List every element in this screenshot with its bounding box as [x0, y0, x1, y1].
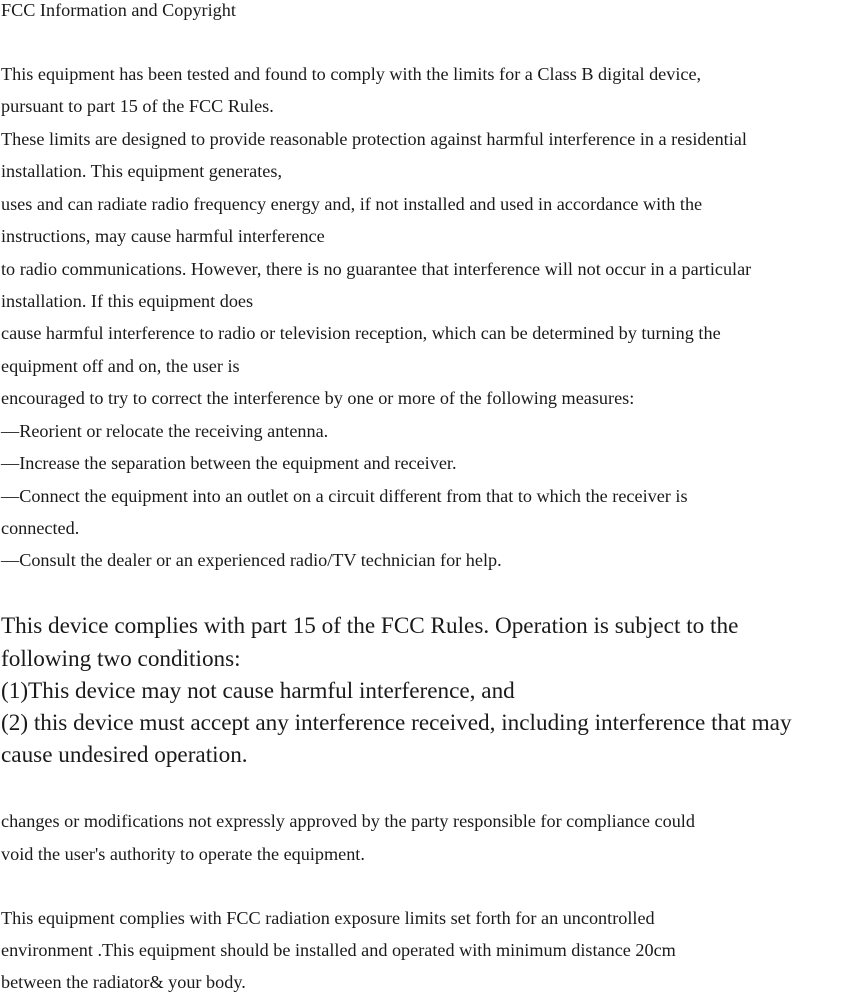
measure-item: —Increase the separation between the equipment and receiver.	[1, 453, 457, 473]
text-line: installation. If this equipment does	[1, 291, 254, 311]
measure-item: —Reorient or relocate the receiving antenna.	[1, 421, 329, 441]
text-line: encouraged to try to correct the interference by one or more of the following measures:	[1, 388, 635, 408]
text-line: void the user's authority to operate the equipment.	[1, 844, 365, 864]
document-title: FCC Information and Copyright	[1, 0, 236, 20]
text-line: This equipment complies with FCC radiation exposure limits set forth for an uncontrolled	[1, 908, 655, 928]
text-line: cause undesired operation.	[1, 742, 248, 768]
text-line: This device complies with part 15 of the FCC Rules. Operation is subject to the	[1, 613, 739, 639]
text-line: connected.	[1, 518, 80, 538]
measure-item: —Connect the equipment into an outlet on a circuit different from that to which the receiver is	[1, 486, 688, 506]
text-line: equipment off and on, the user is	[1, 356, 240, 376]
text-line: installation. This equipment generates,	[1, 161, 283, 181]
text-line: pursuant to part 15 of the FCC Rules.	[1, 96, 274, 116]
text-line: changes or modifications not expressly approved by the party responsible for compliance could	[1, 811, 695, 831]
text-line: cause harmful interference to radio or television reception, which can be determined by turning the	[1, 323, 721, 343]
text-line: uses and can radiate radio frequency energy and, if not installed and used in accordance with the	[1, 194, 703, 214]
text-line: between the radiator& your body.	[1, 972, 246, 992]
condition-item: (1)This device may not cause harmful interference, and	[1, 678, 515, 704]
text-line: These limits are designed to provide reasonable protection against harmful interference in a residential	[1, 129, 747, 149]
text-line: following two conditions:	[1, 646, 241, 672]
text-line: environment .This equipment should be installed and operated with minimum distance 20cm	[1, 940, 676, 960]
condition-item: (2) this device must accept any interference received, including interference that may	[1, 710, 792, 736]
text-line: to radio communications. However, there is no guarantee that interference will not occur in a particular	[1, 259, 752, 279]
text-line: This equipment has been tested and found to comply with the limits for a Class B digital device,	[1, 64, 702, 84]
measure-item: —Consult the dealer or an experienced radio/TV technician for help.	[1, 550, 502, 570]
text-line: instructions, may cause harmful interference	[1, 226, 325, 246]
